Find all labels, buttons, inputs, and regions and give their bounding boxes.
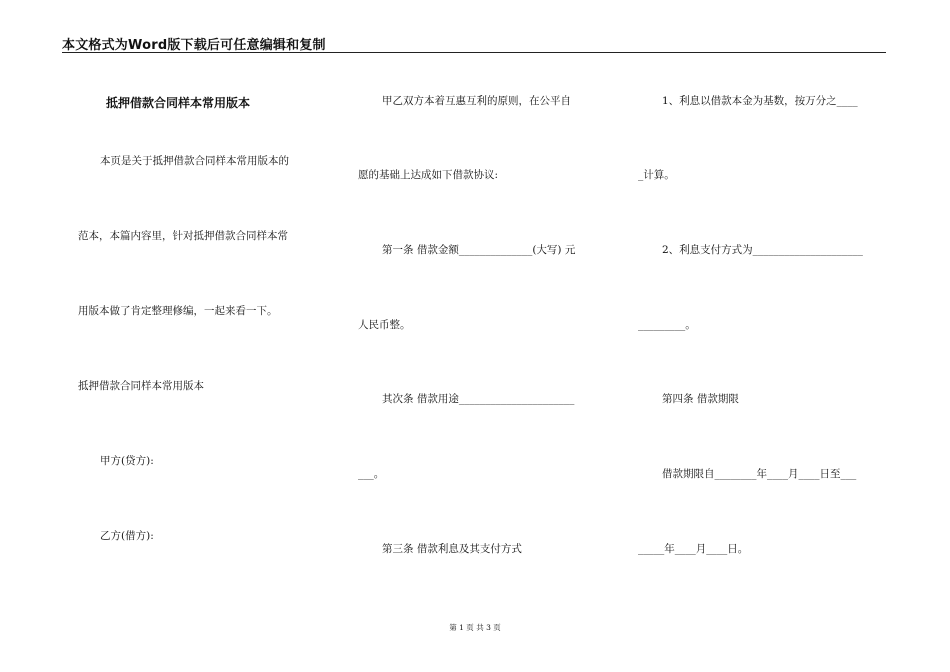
text-line: 甲乙双方本着互惠互利的原则，在公平自 — [382, 95, 571, 107]
header-title: 本文格式为Word版下载后可任意编辑和复制 — [62, 38, 326, 53]
document-title: 抵押借款合同样本常用版本 — [106, 96, 251, 110]
party-b-label: 乙方(借方): — [100, 530, 154, 542]
text-line: _计算。 — [638, 169, 675, 181]
text-line: 抵押借款合同样本常用版本 — [78, 380, 204, 392]
text-line: 人民币整。 — [358, 319, 411, 331]
clause-2-loan-purpose: 其次条 借款用途______________________ — [382, 393, 575, 405]
loan-period-end: _____年____月____日。 — [638, 543, 749, 555]
interest-basis: 1、利息以借款本金为基数，按万分之____ — [662, 95, 858, 107]
party-a-label: 甲方(贷方): — [100, 455, 154, 467]
text-line: 本页是关于抵押借款合同样本常用版本的 — [100, 155, 289, 167]
page-header — [62, 34, 886, 53]
text-line: 范本，本篇内容里，针对抵押借款合同样本常 — [78, 230, 288, 242]
text-line: _________。 — [638, 319, 696, 331]
loan-period-start: 借款期限自________年____月____日至___ — [662, 468, 857, 480]
clause-4-heading: 第四条 借款期限 — [662, 393, 739, 405]
clause-1-loan-amount: 第一条 借款金额______________(大写) 元 — [382, 244, 576, 256]
text-line: ___。 — [358, 468, 385, 480]
interest-payment-method: 2、利息支付方式为_____________________ — [662, 244, 863, 256]
text-line: 用版本做了肯定整理修编，一起来看一下。 — [78, 305, 278, 317]
clause-3-heading: 第三条 借款利息及其支付方式 — [382, 543, 522, 555]
text-line: 愿的基础上达成如下借款协议: — [358, 169, 499, 181]
page-footer: 第 1 页 共 3 页 — [449, 623, 501, 632]
